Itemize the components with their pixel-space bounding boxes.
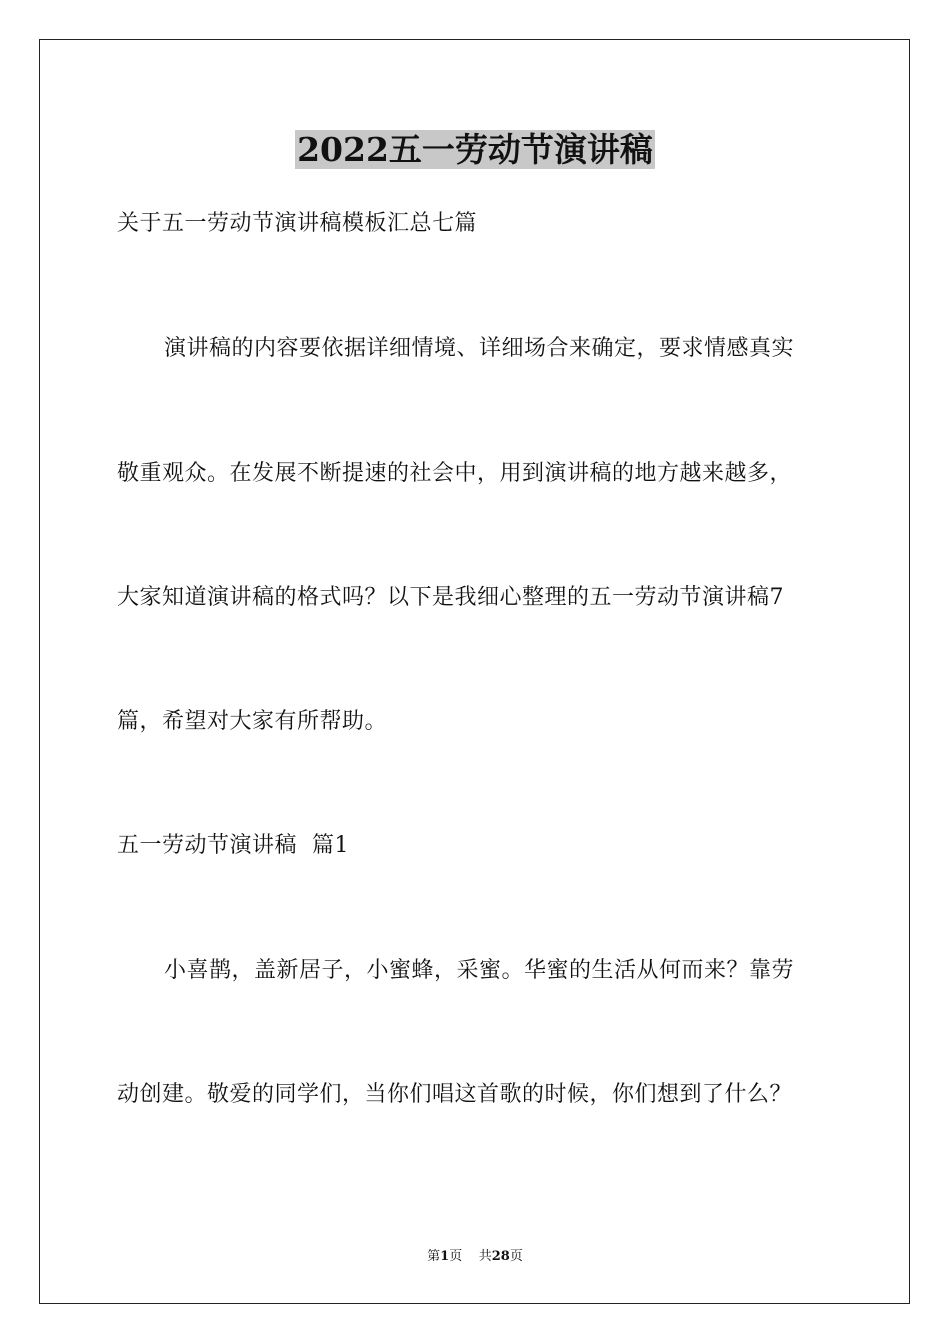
footer-total-prefix: 共 xyxy=(478,1249,492,1264)
intro-line-4: 篇，希望对大家有所帮助。 xyxy=(117,709,388,734)
footer-page-suffix: 页 xyxy=(449,1249,463,1264)
intro-line-2: 敬重观众。在发展不断提速的社会中，用到演讲稿的地方越来越多， xyxy=(117,461,793,486)
intro-line-1: 演讲稿的内容要依据详细情境、详细场合来确定，要求情感真实 xyxy=(164,336,795,361)
footer-page-number: 1 xyxy=(440,1249,450,1264)
document-title xyxy=(0,128,950,172)
section-line-1: 小喜鹊，盖新居子，小蜜蜂，采蜜。华蜜的生活从何而来？靠劳 xyxy=(164,958,795,983)
footer-total-suffix: 页 xyxy=(509,1249,523,1264)
document-subtitle: 关于五一劳动节演讲稿模板汇总七篇 xyxy=(117,211,478,236)
footer-page-prefix: 第 xyxy=(427,1249,441,1264)
document-title-text: 2022五一劳动节演讲稿 xyxy=(297,130,653,169)
intro-line-3: 大家知道演讲稿的格式吗？以下是我细心整理的五一劳动节演讲稿7 xyxy=(117,585,784,610)
section-line-2: 动创建。敬爱的同学们，当你们唱这首歌的时候，你们想到了什么？ xyxy=(117,1082,793,1107)
section-heading: 五一劳动节演讲稿 篇1 xyxy=(117,833,349,858)
page-footer xyxy=(0,1248,950,1266)
footer-total-pages: 28 xyxy=(491,1249,510,1264)
